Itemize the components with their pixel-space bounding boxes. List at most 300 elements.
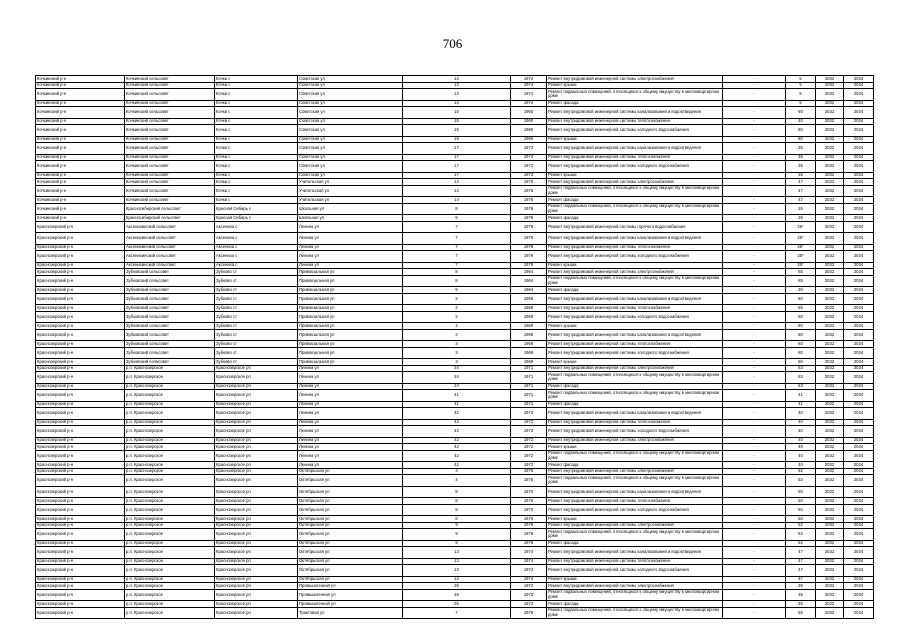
cell-year_from: 2032 [816,269,844,276]
table-row [36,565,874,577]
cell-settlement_type: р.п. Краснозерское [125,462,215,469]
cell-year: 1971 [511,383,547,390]
cell-house: 13 [403,82,511,89]
cell-work_type: Ремонт крыши [547,172,723,179]
cell-year: 1974 [511,82,547,89]
cell-house: 7 [403,233,511,245]
cell-district: Кочкинский р-н [36,118,125,125]
cell-year_from: 2032 [816,516,844,523]
cell-year_to: 2034 [844,311,874,323]
cell-year_to: 2034 [844,504,874,516]
cell-street: Ленина ул [298,365,403,372]
cell-cost: 40 [786,408,816,420]
cell-street: Привокзальная ул [298,287,403,294]
cell-locality: Краснозерское рп [215,444,298,451]
cell-year_to: 2034 [844,390,874,402]
cell-settlement_type: р.п. Краснозерское [125,576,215,583]
cell-street: Привокзальная ул [298,323,403,330]
cell-year: 1960 [511,136,547,143]
cell-house: 3 [403,341,511,348]
cell-house: 2 [403,305,511,312]
cell-cost: 65 [786,269,816,276]
cell-house: 13 [403,576,511,583]
cell-locality: Аксениха с [215,244,298,251]
cell-cost: 47 [786,547,816,559]
cell-cost: 41 [786,390,816,402]
table-row [36,408,874,420]
cell-work_type: Ремонт внутридомовой инженерной системы холодного водоснабжения [547,251,723,263]
cell-year_from: 2032 [816,82,844,89]
cell-district: Краснозерский р-н [36,383,125,390]
cell-year: 1975 [511,475,547,487]
cell-col8: - [723,468,786,475]
cell-house: 15 [403,136,511,143]
cell-cost: 80 [786,329,816,341]
cell-year_to: 2034 [844,100,874,107]
cell-district: Краснозерский р-н [36,311,125,323]
cell-locality: Зубково ст [215,347,298,359]
cell-house: 9 [403,529,511,541]
cell-year_to: 2034 [844,475,874,487]
cell-settlement_type: Зубковский сельсовет [125,293,215,305]
cell-locality: Кочки с [215,179,298,186]
cell-locality: Зубково ст [215,323,298,330]
cell-settlement_type: Кочкинский сельсовет [125,179,215,186]
cell-year: 1975 [511,185,547,197]
cell-year_from: 2032 [816,136,844,143]
cell-year_from: 2032 [816,589,844,601]
cell-district: Краснозерский р-н [36,601,125,608]
cell-locality: Кочки с [215,172,298,179]
cell-year_from: 2032 [816,233,844,245]
cell-street: Привокзальная ул [298,275,403,287]
cell-col8: - [723,601,786,608]
cell-year: 1969 [511,311,547,323]
cell-col8: - [723,221,786,233]
cell-locality: Краснозерское рп [215,529,298,541]
cell-locality: Краснозерское рп [215,450,298,462]
cell-year_from: 2032 [816,76,844,83]
cell-year_to: 2034 [844,529,874,541]
cell-year: 1960 [511,125,547,137]
cell-cost: 55 [786,607,816,619]
cell-year_to: 2034 [844,341,874,348]
cell-district: Краснозерский р-н [36,341,125,348]
cell-house: 7 [403,607,511,619]
cell-year_to: 2034 [844,76,874,83]
cell-year_from: 2032 [816,475,844,487]
table-row [36,233,874,245]
cell-work_type: Ремонт внутридомовой инженерной системы канализования и водоотведения [547,329,723,341]
cell-locality: Краснозерское рп [215,565,298,577]
cell-street: Ленина ул [298,233,403,245]
cell-year_from: 2032 [816,437,844,444]
cell-cost: 25* [786,244,816,251]
cell-locality: Краснозерское рп [215,601,298,608]
cell-street: Ленина ул [298,408,403,420]
cell-street: Школьная ул [298,215,403,222]
cell-year_from: 2032 [816,498,844,505]
cell-house: 8 [403,215,511,222]
cell-street: Октябрьская ул [298,486,403,498]
cell-col8: - [723,589,786,601]
cell-settlement_type: Зубковский сельсовет [125,323,215,330]
cell-year_from: 2032 [816,401,844,408]
cell-year_from: 2032 [816,221,844,233]
cell-col8: - [723,419,786,426]
cell-settlement_type: р.п. Краснозерское [125,419,215,426]
cell-cost: 41 [786,401,816,408]
cell-year_from: 2032 [816,100,844,107]
cell-house: 3 [403,359,511,366]
cell-col8: - [723,540,786,547]
cell-col8: - [723,359,786,366]
cell-street: Октябрьская ул [298,475,403,487]
cell-locality: Кочки с [215,76,298,83]
cell-house: 4 [403,475,511,487]
cell-year: 1976 [511,203,547,215]
cell-settlement_type: Красносибирский сельсовет [125,215,215,222]
cell-street: Учительская ул [298,185,403,197]
cell-year_to: 2034 [844,143,874,155]
cell-year_to: 2034 [844,450,874,462]
cell-house: 7 [403,262,511,269]
cell-year_to: 2034 [844,251,874,263]
cell-col8: - [723,262,786,269]
cell-cost: 40 [786,462,816,469]
cell-year_from: 2032 [816,522,844,529]
cell-year: 1975 [511,179,547,186]
cell-year: 1971 [511,390,547,402]
cell-year_from: 2032 [816,565,844,577]
cell-house: 42 [403,462,511,469]
cell-col8: - [723,576,786,583]
cell-district: Краснозерский р-н [36,450,125,462]
cell-house: 41 [403,401,511,408]
cell-work_type: Ремонт подвальных помещений, относящихся к общему имуществу в многоквартирном доме [547,390,723,402]
cell-col8: - [723,390,786,402]
cell-col8: - [723,287,786,294]
table-row [36,450,874,462]
cell-street: Ленина ул [298,251,403,263]
cell-house: 9 [403,522,511,529]
cell-year_from: 2032 [816,89,844,101]
cell-street: Привокзальная ул [298,305,403,312]
cell-settlement_type: р.п. Краснозерское [125,365,215,372]
cell-year_to: 2034 [844,583,874,590]
cell-year_to: 2034 [844,468,874,475]
cell-col8: - [723,426,786,438]
cell-street: Советская ул [298,89,403,101]
cell-locality: Кочки с [215,136,298,143]
cell-district: Краснозерский р-н [36,401,125,408]
cell-work_type: Ремонт внутридомовой инженерной системы электроснабжения [547,76,723,83]
cell-district: Кочкинский р-н [36,154,125,161]
cell-col8: - [723,100,786,107]
cell-year_from: 2032 [816,305,844,312]
cell-settlement_type: Кочкинский сельсовет [125,125,215,137]
cell-work_type: Ремонт крыши [547,444,723,451]
cell-street: Привокзальная ул [298,347,403,359]
cell-district: Краснозерский р-н [36,365,125,372]
cell-year_from: 2032 [816,125,844,137]
cell-cost: 90 [786,359,816,366]
cell-year_from: 2032 [816,329,844,341]
cell-work_type: Ремонт внутридомовой инженерной системы электроснабжения [547,269,723,276]
cell-col8: - [723,275,786,287]
cell-year_from: 2032 [816,504,844,516]
cell-house: 13 [403,76,511,83]
cell-street: Промышленная ул [298,589,403,601]
cell-street: Октябрьская ул [298,565,403,577]
cell-settlement_type: р.п. Краснозерское [125,601,215,608]
cell-district: Кочкинский р-н [36,125,125,137]
cell-year_to: 2034 [844,275,874,287]
cell-year_from: 2032 [816,179,844,186]
cell-work_type: Ремонт внутридомовой инженерной системы канализования и водоотведения [547,107,723,119]
cell-district: Краснозерский р-н [36,565,125,577]
table-row [36,504,874,516]
cell-district: Кочкинский р-н [36,215,125,222]
cell-cost: 50 [786,504,816,516]
cell-cost: 52 [786,522,816,529]
cell-col8: - [723,607,786,619]
cell-street: Ленина ул [298,437,403,444]
cell-settlement_type: р.п. Краснозерское [125,498,215,505]
cell-year_to: 2034 [844,185,874,197]
cell-street: Советская ул [298,172,403,179]
table-row [36,251,874,263]
cell-district: Краснозерский р-н [36,486,125,498]
cell-year: 1972 [511,408,547,420]
cell-settlement_type: Кочкинский сельсовет [125,172,215,179]
table-row [36,426,874,438]
cell-cost: 40 [786,437,816,444]
cell-work_type: Ремонт внутридомовой инженерной системы горячего водоснабжения [547,221,723,233]
table-row [36,293,874,305]
cell-house: 14 [403,197,511,204]
cell-work_type: Ремонт подвальных помещений, относящихся к общему имуществу в многоквартирном доме [547,372,723,384]
cell-district: Кочкинский р-н [36,197,125,204]
cell-house: 24 [403,365,511,372]
cell-work_type: Ремонт внутридомовой инженерной системы электроснабжения [547,365,723,372]
cell-year: 1979 [511,262,547,269]
cell-col8: - [723,558,786,565]
cell-house: 8 [403,287,511,294]
cell-district: Краснозерский р-н [36,390,125,402]
table-row [36,89,874,101]
cell-cost: 35 [786,143,816,155]
cell-col8: - [723,172,786,179]
cell-street: Школьная ул [298,203,403,215]
cell-year_to: 2034 [844,498,874,505]
cell-house: 7 [403,244,511,251]
cell-locality: Краснозерское рп [215,583,298,590]
cell-year: 1979 [511,244,547,251]
cell-year_from: 2032 [816,311,844,323]
cell-work_type: Ремонт фасада [547,215,723,222]
cell-settlement_type: Аксенихинский сельсовет [125,262,215,269]
cell-cost: 80 [786,107,816,119]
cell-house: 17 [403,161,511,173]
cell-street: Советская ул [298,161,403,173]
cell-col8: - [723,522,786,529]
cell-street: Привокзальная ул [298,359,403,366]
cell-col8: - [723,565,786,577]
cell-district: Краснозерский р-н [36,244,125,251]
cell-settlement_type: Кочкинский сельсовет [125,76,215,83]
cell-year_to: 2034 [844,107,874,119]
cell-work_type: Ремонт крыши [547,262,723,269]
cell-street: Советская ул [298,76,403,83]
cell-locality: Кочки с [215,185,298,197]
cell-year_from: 2032 [816,372,844,384]
cell-year_to: 2034 [844,522,874,529]
cell-cost: 47 [786,558,816,565]
cell-work_type: Ремонт подвальных помещений, относящихся к общему имуществу в многоквартирном доме [547,529,723,541]
cell-district: Краснозерский р-н [36,475,125,487]
cell-work_type: Ремонт внутридомовой инженерной системы теплоснабжения [547,244,723,251]
cell-locality: Краснозерское рп [215,486,298,498]
cell-year: 1972 [511,462,547,469]
cell-locality: Краснозерское рп [215,401,298,408]
cell-work_type: Ремонт крыши [547,136,723,143]
cell-year: 1970 [511,498,547,505]
cell-settlement_type: Кочкинский сельсовет [125,107,215,119]
cell-settlement_type: р.п. Краснозерское [125,565,215,577]
cell-street: Промышленная ул [298,601,403,608]
cell-settlement_type: Кочкинский сельсовет [125,118,215,125]
cell-col8: - [723,233,786,245]
cell-year_from: 2032 [816,197,844,204]
cell-cost: 53 [786,372,816,384]
cell-cost: 52 [786,529,816,541]
cell-street: Советская ул [298,118,403,125]
cell-locality: Зубково ст [215,359,298,366]
cell-year_from: 2032 [816,540,844,547]
cell-settlement_type: р.п. Краснозерское [125,468,215,475]
cell-locality: Краснозерское рп [215,468,298,475]
cell-year_from: 2032 [816,576,844,583]
cell-house: 14 [403,179,511,186]
cell-work_type: Ремонт подвальных помещений, относящихся к общему имуществу в многоквартирном доме [547,475,723,487]
cell-settlement_type: Кочкинский сельсовет [125,143,215,155]
cell-year_to: 2034 [844,197,874,204]
cell-district: Краснозерский р-н [36,437,125,444]
cell-house: 17 [403,154,511,161]
cell-cost: 53 [786,365,816,372]
table-row [36,143,874,155]
cell-work_type: Ремонт внутридомовой инженерной системы электроснабжения [547,437,723,444]
cell-col8: - [723,118,786,125]
cell-col8: - [723,89,786,101]
cell-settlement_type: Зубковский сельсовет [125,275,215,287]
cell-col8: - [723,179,786,186]
cell-district: Краснозерский р-н [36,305,125,312]
cell-house: 17 [403,172,511,179]
cell-year_to: 2034 [844,262,874,269]
cell-work_type: Ремонт крыши [547,323,723,330]
cell-district: Кочкинский р-н [36,179,125,186]
cell-work_type: Ремонт внутридомовой инженерной системы канализования и водоотведения [547,486,723,498]
cell-house: 8 [403,504,511,516]
cell-settlement_type: Зубковский сельсовет [125,311,215,323]
cell-col8: - [723,154,786,161]
cell-work_type: Ремонт подвальных помещений, относящихся к общему имуществу в многоквартирном доме [547,275,723,287]
cell-year: 1972 [511,450,547,462]
cell-settlement_type: Кочкинский сельсовет [125,185,215,197]
table-body [36,76,874,619]
cell-work_type: Ремонт крыши [547,359,723,366]
cell-settlement_type: Зубковский сельсовет [125,329,215,341]
cell-district: Краснозерский р-н [36,547,125,559]
cell-district: Кочкинский р-н [36,107,125,119]
cell-year: 1972 [511,589,547,601]
cell-settlement_type: Кочкинский сельсовет [125,89,215,101]
cell-house: 2 [403,311,511,323]
cell-house: 3 [403,329,511,341]
cell-settlement_type: Кочкинский сельсовет [125,154,215,161]
cell-settlement_type: р.п. Краснозерское [125,383,215,390]
cell-locality: Кочки с [215,143,298,155]
cell-street: Октябрьская ул [298,558,403,565]
cell-year: 1960 [511,118,547,125]
table-row [36,107,874,119]
cell-district: Краснозерский р-н [36,329,125,341]
cell-col8: - [723,161,786,173]
cell-cost: 26 [786,215,816,222]
cell-locality: Краснозерское рп [215,383,298,390]
cell-district: Краснозерский р-н [36,462,125,469]
cell-col8: - [723,329,786,341]
cell-year_from: 2032 [816,486,844,498]
cell-col8: - [723,475,786,487]
cell-street: Октябрьская ул [298,522,403,529]
cell-settlement_type: Зубковский сельсовет [125,359,215,366]
cell-locality: Краснозерское рп [215,576,298,583]
cell-settlement_type: Кочкинский сельсовет [125,100,215,107]
cell-house: 7 [403,221,511,233]
cell-street: Ленина ул [298,372,403,384]
cell-street: Советская ул [298,82,403,89]
cell-cost: 40 [786,419,816,426]
cell-year_to: 2034 [844,462,874,469]
cell-district: Кочкинский р-н [36,161,125,173]
cell-work_type: Ремонт внутридомовой инженерной системы канализования и водоотведения [547,233,723,245]
cell-house: 4 [403,468,511,475]
cell-year_from: 2032 [816,275,844,287]
cell-year_from: 2032 [816,462,844,469]
cell-settlement_type: Зубковский сельсовет [125,269,215,276]
cell-street: Привокзальная ул [298,329,403,341]
cell-settlement_type: Кочкинский сельсовет [125,161,215,173]
cell-locality: Кочки с [215,118,298,125]
cell-locality: Зубково ст [215,329,298,341]
cell-year_from: 2032 [816,143,844,155]
cell-settlement_type: р.п. Краснозерское [125,547,215,559]
cell-cost: 35 [786,161,816,173]
cell-settlement_type: Зубковский сельсовет [125,305,215,312]
cell-cost: 50 [786,516,816,523]
cell-year_from: 2032 [816,347,844,359]
cell-locality: Кочки с [215,154,298,161]
cell-cost: 47 [786,185,816,197]
cell-year_to: 2034 [844,244,874,251]
cell-year_to: 2034 [844,589,874,601]
cell-street: Ленина ул [298,221,403,233]
cell-year_to: 2034 [844,305,874,312]
cell-year: 1974 [511,100,547,107]
